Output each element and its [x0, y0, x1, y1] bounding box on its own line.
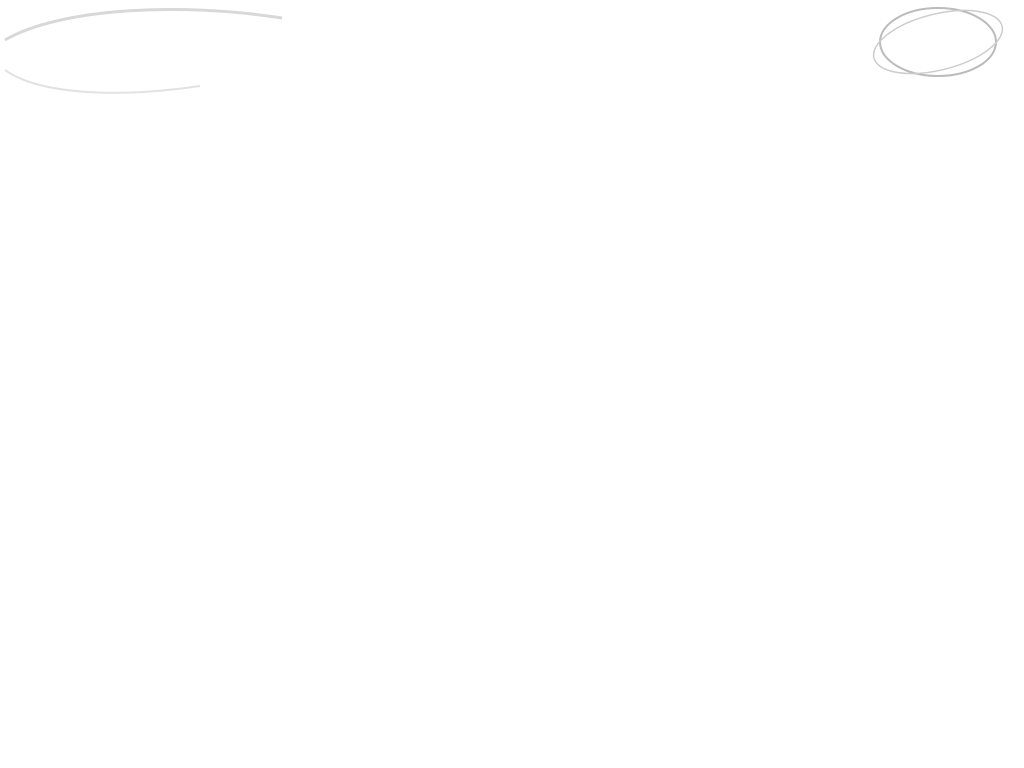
hep-globe-graphic	[864, 2, 1024, 106]
brookhaven-logo	[0, 0, 285, 100]
hep-logo	[864, 2, 1024, 106]
logo-swoosh-graphic	[0, 0, 285, 100]
